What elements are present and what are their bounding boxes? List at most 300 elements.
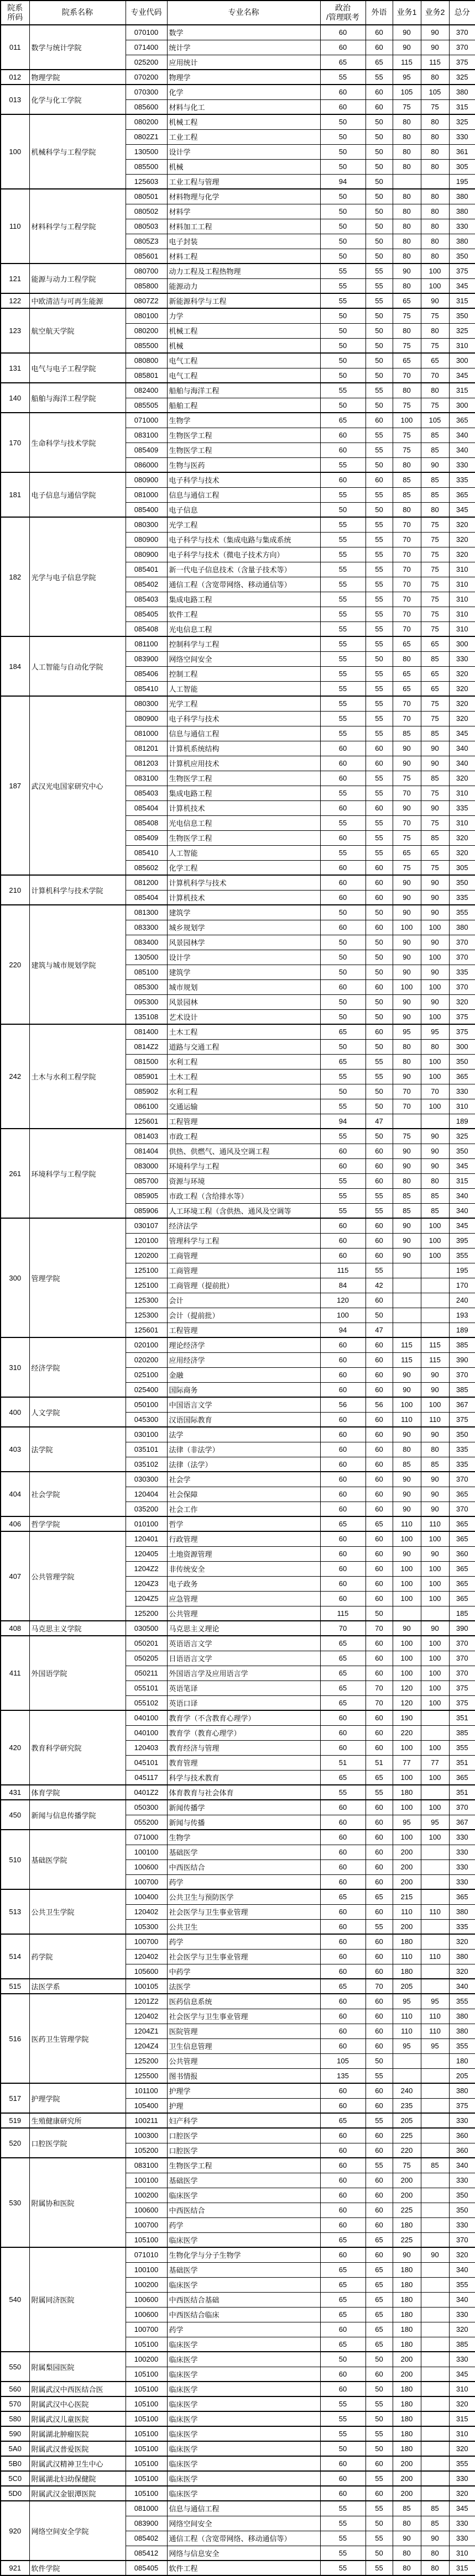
total-score-cell: 385 <box>449 1337 475 1352</box>
major-name-cell: 中西医结合 <box>167 2203 320 2217</box>
business1-score-cell: 180 <box>393 2426 421 2441</box>
major-code-cell: 085408 <box>126 815 167 830</box>
table-row <box>1 517 475 532</box>
dept-name-cell: 管理学院 <box>29 1218 126 1337</box>
dept-name-cell: 软件学院 <box>29 2561 126 2575</box>
total-score-cell: 320 <box>449 830 475 845</box>
total-score-cell: 300 <box>449 636 475 651</box>
foreign-score-cell: 50 <box>366 2411 393 2426</box>
dept-code-cell: 516 <box>1 1994 29 2083</box>
major-code-cell: 105200 <box>126 2143 167 2158</box>
total-score-cell: 340 <box>449 741 475 756</box>
major-name-cell: 教育经济与管理 <box>167 1740 320 1755</box>
dept-code-cell: 181 <box>1 472 29 517</box>
table-row <box>1 2113 475 2128</box>
major-name-cell: 中药学 <box>167 1964 320 1979</box>
business2-score-cell: 85 <box>421 1188 449 1203</box>
major-code-cell: 100200 <box>126 2188 167 2203</box>
table-row <box>1 308 475 323</box>
business1-score-cell: 80 <box>393 2546 421 2561</box>
dept-name-cell: 外国语学院 <box>29 1636 126 1710</box>
major-name-cell: 生物医学工程 <box>167 442 320 457</box>
business2-score-cell: 90 <box>421 994 449 1009</box>
total-score-cell: 375 <box>449 1412 475 1427</box>
business2-score-cell: 100 <box>421 979 449 994</box>
business1-score-cell: 90 <box>393 1546 421 1561</box>
business2-score-cell: 75 <box>421 577 449 592</box>
foreign-score-cell: 50 <box>366 965 393 979</box>
politics-score-cell: 55 <box>320 2516 366 2531</box>
total-score-cell: 365 <box>449 1531 475 1546</box>
politics-score-cell: 55 <box>320 696 366 711</box>
major-name-cell: 能源动力 <box>167 278 320 293</box>
politics-score-cell: 60 <box>320 875 366 890</box>
foreign-score-cell: 55 <box>366 442 393 457</box>
business2-score-cell: 90 <box>421 1546 449 1561</box>
business2-score-cell: 90 <box>421 741 449 756</box>
business2-score-cell: 65 <box>421 666 449 681</box>
business2-score-cell: 90 <box>421 457 449 472</box>
business2-score-cell: 85 <box>421 2501 449 2516</box>
dept-code-cell: 5A0 <box>1 2441 29 2456</box>
major-name-cell: 计算机技术 <box>167 890 320 905</box>
politics-score-cell: 50 <box>320 159 366 174</box>
major-code-cell: 055200 <box>126 1815 167 1830</box>
business1-score-cell: 100 <box>393 1800 421 1815</box>
major-code-cell: 125601 <box>126 1323 167 1337</box>
major-code-cell: 025200 <box>126 55 167 70</box>
business1-score-cell: 205 <box>393 1979 421 1994</box>
foreign-score-cell: 55 <box>366 592 393 607</box>
politics-score-cell: 55 <box>320 607 366 621</box>
business2-score-cell: 90 <box>421 40 449 55</box>
business2-score-cell <box>421 1308 449 1323</box>
dept-code-cell: 530 <box>1 2158 29 2247</box>
politics-score-cell: 60 <box>320 2203 366 2217</box>
major-code-cell: 120200 <box>126 1248 167 1263</box>
business2-score-cell: 115 <box>421 1337 449 1352</box>
major-code-cell: 085400 <box>126 502 167 517</box>
business2-score-cell: 105 <box>421 85 449 99</box>
major-code-cell: 086100 <box>126 1099 167 1114</box>
total-score-cell: 375 <box>449 1009 475 1024</box>
major-code-cell: 081000 <box>126 726 167 741</box>
column-header-business2: 业务2 <box>421 1 449 25</box>
politics-score-cell: 50 <box>320 1009 366 1024</box>
total-score-cell: 310 <box>449 2382 475 2396</box>
dept-name-cell: 数学与统计学院 <box>29 25 126 70</box>
dept-name-cell: 公共管理学院 <box>29 1531 126 1621</box>
politics-score-cell: 60 <box>320 2367 366 2382</box>
business2-score-cell <box>421 2143 449 2158</box>
total-score-cell: 395 <box>449 1233 475 1248</box>
business2-score-cell <box>421 1845 449 1859</box>
business1-score-cell: 115 <box>393 55 421 70</box>
business1-score-cell: 70 <box>393 592 421 607</box>
total-score-cell: 345 <box>449 278 475 293</box>
politics-score-cell: 115 <box>320 1263 366 1278</box>
major-code-cell: 030500 <box>126 1621 167 1636</box>
business2-score-cell: 100 <box>421 1666 449 1681</box>
politics-score-cell: 55 <box>320 532 366 547</box>
table-row <box>1 1934 475 1949</box>
politics-score-cell: 60 <box>320 2322 366 2337</box>
foreign-score-cell: 65 <box>366 2307 393 2322</box>
business2-score-cell <box>421 2396 449 2411</box>
total-score-cell: 330 <box>449 2113 475 2128</box>
major-code-cell: 081500 <box>126 1054 167 1069</box>
business1-score-cell: 70 <box>393 532 421 547</box>
major-name-cell: 网络空间安全 <box>167 651 320 666</box>
business2-score-cell: 100 <box>421 1576 449 1591</box>
foreign-score-cell: 60 <box>366 1949 393 1964</box>
major-name-cell: 哲学 <box>167 1516 320 1531</box>
business2-score-cell: 90 <box>421 875 449 890</box>
major-name-cell: 英语笔译 <box>167 1681 320 1695</box>
dept-code-cell: 121 <box>1 264 29 293</box>
business2-score-cell <box>421 2188 449 2203</box>
business2-score-cell <box>421 1979 449 1994</box>
business1-score-cell: 110 <box>393 1516 421 1531</box>
major-code-cell: 083100 <box>126 771 167 786</box>
total-score-cell: 330 <box>449 1084 475 1099</box>
foreign-score-cell: 55 <box>366 562 393 577</box>
foreign-score-cell: 55 <box>366 696 393 711</box>
foreign-score-cell: 60 <box>366 1576 393 1591</box>
politics-score-cell: 60 <box>320 1800 366 1815</box>
business2-score-cell: 115 <box>421 1352 449 1367</box>
major-code-cell: 081403 <box>126 1129 167 1144</box>
total-score-cell: 310 <box>449 786 475 800</box>
business2-score-cell <box>421 2367 449 2382</box>
major-code-cell: 071400 <box>126 40 167 55</box>
business1-score-cell: 90 <box>393 1009 421 1024</box>
politics-score-cell: 65 <box>320 1666 366 1681</box>
major-name-cell: 公共卫生与预防医学 <box>167 1889 320 1904</box>
business1-score-cell: 80 <box>393 219 421 234</box>
foreign-score-cell: 55 <box>366 726 393 741</box>
dept-code-cell: 170 <box>1 413 29 472</box>
total-score-cell: 330 <box>449 1874 475 1889</box>
foreign-score-cell: 60 <box>366 2367 393 2382</box>
politics-score-cell: 55 <box>320 621 366 636</box>
total-score-cell: 365 <box>449 1069 475 1084</box>
major-name-cell: 艺术设计 <box>167 1009 320 1024</box>
business1-score-cell: 75 <box>393 99 421 114</box>
business2-score-cell <box>421 1934 449 1949</box>
major-name-cell: 物理学 <box>167 70 320 85</box>
major-code-cell: 071000 <box>126 1830 167 1845</box>
major-name-cell: 药学 <box>167 2322 320 2337</box>
politics-score-cell: 55 <box>320 577 366 592</box>
table-row <box>1 1979 475 1994</box>
major-name-cell: 交通运输 <box>167 1099 320 1114</box>
total-score-cell: 310 <box>449 815 475 830</box>
business1-score-cell: 90 <box>393 1248 421 1263</box>
foreign-score-cell: 55 <box>366 532 393 547</box>
business1-score-cell: 90 <box>393 264 421 278</box>
business2-score-cell: 100 <box>421 920 449 935</box>
dept-code-cell: 580 <box>1 2411 29 2426</box>
business2-score-cell: 95 <box>421 2038 449 2053</box>
foreign-score-cell: 65 <box>366 1889 393 1904</box>
politics-score-cell: 65 <box>320 1054 366 1069</box>
foreign-score-cell: 55 <box>366 1785 393 1800</box>
major-code-cell: 081203 <box>126 756 167 771</box>
foreign-score-cell: 60 <box>366 920 393 935</box>
total-score-cell: 330 <box>449 1845 475 1859</box>
foreign-score-cell: 60 <box>366 1218 393 1233</box>
table-row <box>1 2471 475 2486</box>
politics-score-cell: 50 <box>320 129 366 144</box>
foreign-score-cell: 60 <box>366 472 393 487</box>
major-code-cell: 125300 <box>126 1293 167 1308</box>
business1-score-cell: 200 <box>393 2456 421 2471</box>
politics-score-cell: 60 <box>320 85 366 99</box>
business1-score-cell: 80 <box>393 159 421 174</box>
business2-score-cell: 100 <box>421 1651 449 1666</box>
total-score-cell: 240 <box>449 1293 475 1308</box>
politics-score-cell: 50 <box>320 144 366 159</box>
major-name-cell: 网络空间安全 <box>167 2516 320 2531</box>
business1-score-cell: 180 <box>393 2382 421 2396</box>
business1-score-cell: 90 <box>393 950 421 965</box>
business1-score-cell: 80 <box>393 278 421 293</box>
politics-score-cell: 50 <box>320 234 366 249</box>
politics-score-cell: 50 <box>320 114 366 129</box>
major-name-cell: 药学 <box>167 1874 320 1889</box>
foreign-score-cell: 55 <box>366 383 393 398</box>
foreign-score-cell: 60 <box>366 1874 393 1889</box>
politics-score-cell: 60 <box>320 1337 366 1352</box>
business1-score-cell: 180 <box>393 2396 421 2411</box>
major-code-cell: 085600 <box>126 99 167 114</box>
major-name-cell: 生物与医药 <box>167 457 320 472</box>
foreign-score-cell: 50 <box>366 1009 393 1024</box>
politics-score-cell: 60 <box>320 771 366 786</box>
major-name-cell: 生物医学工程 <box>167 2158 320 2173</box>
dept-code-cell: 5B0 <box>1 2456 29 2471</box>
business2-score-cell: 90 <box>421 1367 449 1382</box>
foreign-score-cell: 60 <box>366 1725 393 1740</box>
politics-score-cell: 65 <box>320 1979 366 1994</box>
major-code-cell: 100100 <box>126 2262 167 2277</box>
dept-name-cell: 经济学院 <box>29 1337 126 1397</box>
major-code-cell: 085403 <box>126 786 167 800</box>
politics-score-cell: 100 <box>320 1308 366 1323</box>
foreign-score-cell: 60 <box>366 1158 393 1173</box>
foreign-score-cell: 50 <box>366 1129 393 1144</box>
politics-score-cell: 60 <box>320 1233 366 1248</box>
politics-score-cell: 60 <box>320 1457 366 1472</box>
business1-score-cell <box>393 1114 421 1129</box>
total-score-cell: 380 <box>449 920 475 935</box>
major-name-cell: 理论经济学 <box>167 1337 320 1352</box>
total-score-cell: 310 <box>449 2426 475 2441</box>
major-name-cell: 道路与交通工程 <box>167 1039 320 1054</box>
total-score-cell: 320 <box>449 1964 475 1979</box>
total-score-cell: 355 <box>449 1248 475 1263</box>
dept-name-cell: 生命科学与技术学院 <box>29 413 126 472</box>
business2-score-cell <box>421 1293 449 1308</box>
foreign-score-cell: 60 <box>366 1651 393 1666</box>
major-name-cell: 材料学 <box>167 204 320 219</box>
foreign-score-cell: 50 <box>366 1308 393 1323</box>
business1-score-cell <box>393 2053 421 2068</box>
business1-score-cell: 90 <box>393 1233 421 1248</box>
dept-name-cell: 网络空间安全学院 <box>29 2501 126 2561</box>
business1-score-cell: 100 <box>393 1830 421 1845</box>
foreign-score-cell: 50 <box>366 2352 393 2367</box>
table-row <box>1 1337 475 1352</box>
business1-score-cell: 190 <box>393 1710 421 1725</box>
business2-score-cell: 80 <box>421 204 449 219</box>
major-name-cell: 临床医学 <box>167 2486 320 2501</box>
foreign-score-cell: 50 <box>366 368 393 383</box>
table-row <box>1 1621 475 1636</box>
table-row <box>1 1427 475 1442</box>
business2-score-cell: 85 <box>421 726 449 741</box>
business2-score-cell: 75 <box>421 786 449 800</box>
business2-score-cell <box>421 1919 449 1934</box>
major-name-cell: 医药信息系统 <box>167 1994 320 2009</box>
business1-score-cell: 225 <box>393 2203 421 2217</box>
business2-score-cell: 75 <box>421 621 449 636</box>
dept-code-cell: 404 <box>1 1472 29 1516</box>
total-score-cell: 310 <box>449 592 475 607</box>
business2-score-cell: 85 <box>421 2516 449 2531</box>
politics-score-cell: 60 <box>320 2128 366 2143</box>
foreign-score-cell: 55 <box>366 711 393 726</box>
total-score-cell: 340 <box>449 442 475 457</box>
business2-score-cell: 90 <box>421 1129 449 1144</box>
business1-score-cell: 100 <box>393 1636 421 1651</box>
major-name-cell: 信息与通信工程 <box>167 726 320 741</box>
business1-score-cell: 80 <box>393 144 421 159</box>
total-score-cell: 365 <box>449 1770 475 1785</box>
major-code-cell: 081201 <box>126 741 167 756</box>
business2-score-cell: 75 <box>421 398 449 413</box>
total-score-cell: 370 <box>449 1472 475 1487</box>
politics-score-cell: 60 <box>320 1367 366 1382</box>
business1-score-cell: 80 <box>393 1039 421 1054</box>
politics-score-cell: 60 <box>320 1576 366 1591</box>
business2-score-cell: 100 <box>421 1397 449 1412</box>
business1-score-cell: 90 <box>393 1502 421 1516</box>
total-score-cell: 355 <box>449 1740 475 1755</box>
politics-score-cell: 65 <box>320 1889 366 1904</box>
major-code-cell: 100100 <box>126 1845 167 1859</box>
total-score-cell: 335 <box>449 1442 475 1457</box>
dept-code-cell: 011 <box>1 25 29 70</box>
business1-score-cell: 80 <box>393 249 421 264</box>
dept-code-cell: 400 <box>1 1397 29 1427</box>
dept-name-cell: 附属武汉金银潭医院 <box>29 2486 126 2501</box>
dept-name-cell: 马克思主义学院 <box>29 1621 126 1636</box>
business1-score-cell: 180 <box>393 2441 421 2456</box>
foreign-score-cell: 51 <box>366 1755 393 1770</box>
major-name-cell: 法医学 <box>167 1979 320 1994</box>
politics-score-cell: 50 <box>320 398 366 413</box>
total-score-cell: 380 <box>449 204 475 219</box>
major-code-cell: 095300 <box>126 994 167 1009</box>
business2-score-cell <box>421 1606 449 1621</box>
major-code-cell: 080900 <box>126 532 167 547</box>
total-score-cell: 335 <box>449 890 475 905</box>
major-name-cell: 环境科学与工程 <box>167 1158 320 1173</box>
table-row <box>1 1531 475 1546</box>
major-code-cell: 105100 <box>126 2456 167 2471</box>
business1-score-cell: 90 <box>393 875 421 890</box>
total-score-cell: 315 <box>449 99 475 114</box>
business1-score-cell: 80 <box>393 234 421 249</box>
dept-code-cell: 123 <box>1 308 29 353</box>
business2-score-cell: 75 <box>421 99 449 114</box>
total-score-cell: 365 <box>449 1889 475 1904</box>
total-score-cell: 315 <box>449 293 475 308</box>
business2-score-cell: 110 <box>421 2024 449 2038</box>
major-code-cell: 080300 <box>126 517 167 532</box>
dept-code-cell: 300 <box>1 1218 29 1337</box>
foreign-score-cell: 50 <box>366 174 393 189</box>
major-name-cell: 光学工程 <box>167 517 320 532</box>
dept-code-cell: 187 <box>1 696 29 875</box>
total-score-cell: 370 <box>449 1666 475 1681</box>
business2-score-cell: 95 <box>421 1024 449 1039</box>
politics-score-cell: 60 <box>320 1218 366 1233</box>
foreign-score-cell: 50 <box>366 2053 393 2068</box>
total-score-cell: 325 <box>449 70 475 85</box>
business1-score-cell: 100 <box>393 920 421 935</box>
major-code-cell: 070200 <box>126 70 167 85</box>
dept-code-cell: 408 <box>1 1621 29 1636</box>
dept-name-cell: 社会学院 <box>29 1472 126 1516</box>
business1-score-cell: 95 <box>393 1994 421 2009</box>
major-name-cell: 生物学 <box>167 413 320 428</box>
business1-score-cell: 90 <box>393 756 421 771</box>
politics-score-cell: 55 <box>320 711 366 726</box>
business1-score-cell: 80 <box>393 2561 421 2575</box>
major-name-cell: 光电信息工程 <box>167 815 320 830</box>
business2-score-cell: 85 <box>421 2158 449 2173</box>
business1-score-cell: 70 <box>393 815 421 830</box>
major-name-cell: 软件工程 <box>167 2561 320 2575</box>
total-score-cell: 170 <box>449 1278 475 1293</box>
major-name-cell: 通信工程（含宽带网络、移动通信等） <box>167 2531 320 2546</box>
business1-score-cell: 90 <box>393 1427 421 1442</box>
major-code-cell: 100100 <box>126 2173 167 2188</box>
major-code-cell: 081300 <box>126 905 167 920</box>
major-code-cell: 080900 <box>126 711 167 726</box>
major-code-cell: 125100 <box>126 1278 167 1293</box>
business2-score-cell: 105 <box>421 413 449 428</box>
politics-score-cell: 60 <box>320 741 366 756</box>
business2-score-cell: 95 <box>421 1994 449 2009</box>
business1-score-cell: 120 <box>393 1695 421 1710</box>
foreign-score-cell: 50 <box>366 1606 393 1621</box>
foreign-score-cell: 60 <box>366 1427 393 1442</box>
business1-score-cell: 70 <box>393 562 421 577</box>
major-name-cell: 设计学 <box>167 950 320 965</box>
total-score-cell: 330 <box>449 1830 475 1845</box>
major-code-cell: 125601 <box>126 1114 167 1129</box>
foreign-score-cell: 55 <box>366 830 393 845</box>
politics-score-cell: 55 <box>320 786 366 800</box>
total-score-cell: 370 <box>449 1651 475 1666</box>
major-code-cell: 105100 <box>126 2486 167 2501</box>
politics-score-cell: 60 <box>320 25 366 40</box>
business2-score-cell <box>421 1964 449 1979</box>
